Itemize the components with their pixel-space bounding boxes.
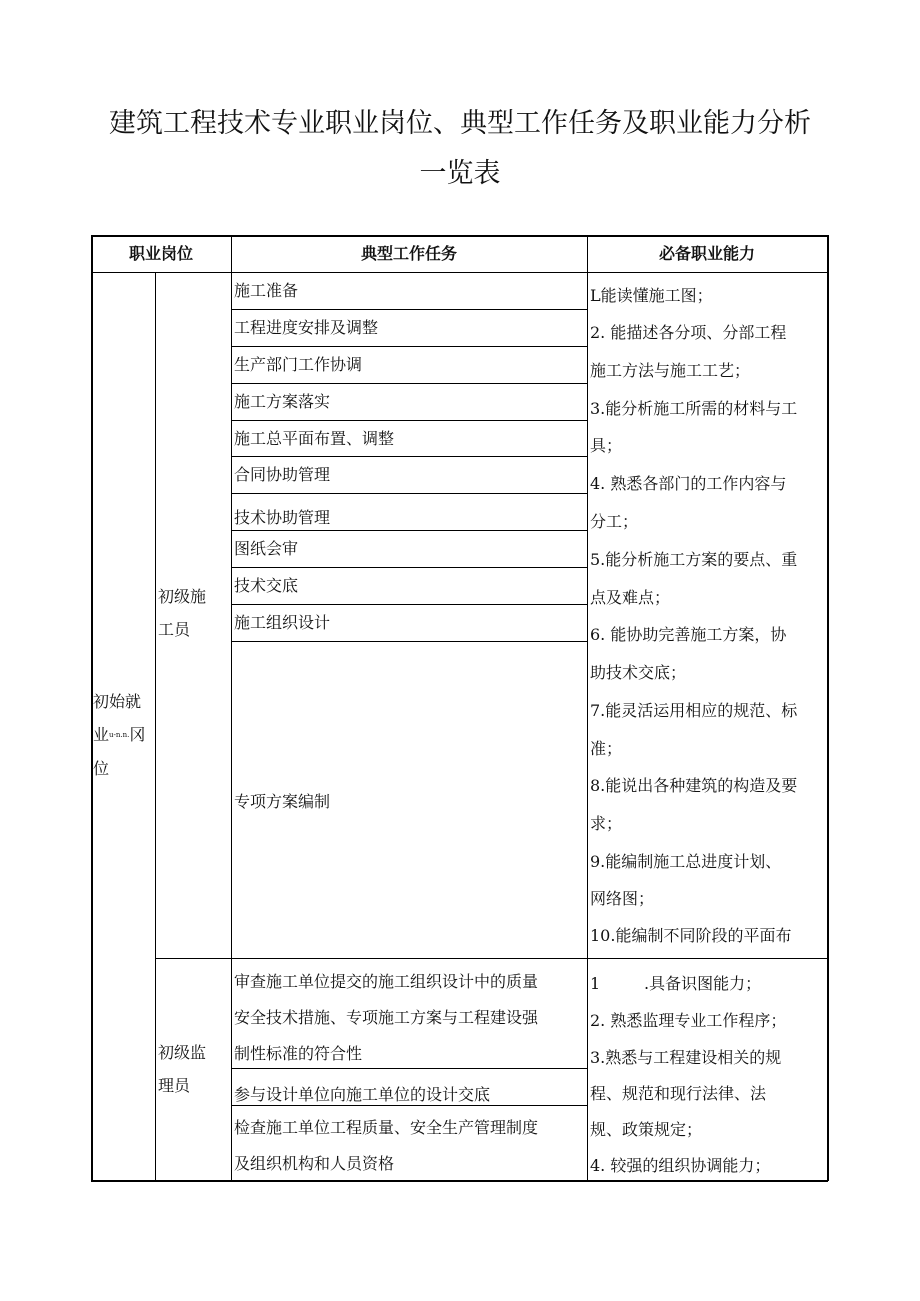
role-supervisor [158,1036,230,1102]
category-artifact-text: u-n.n. [109,731,130,739]
category-label [93,685,155,785]
ability-line: 准； [590,739,623,758]
role-constructor-line1: 初级施 [158,587,207,606]
ability-line: 4. 熟悉各部门的工作内容与 [590,474,787,493]
role-constructor-line2: 工员 [158,620,191,639]
task-item: 生产部门工作协调 [234,355,363,374]
supervisor-task-line: 安全技术措施、专项施工方案与工程建设强 [234,1008,539,1027]
category-line1: 初始就 [93,692,142,711]
ability-line: 7.能灵活运用相应的规范、标 [590,701,798,720]
supervisor-task-line: 参与设计单位向施工单位的设计交底 [234,1085,491,1104]
header-tasks: 典型工作任务 [360,244,457,263]
task-item: 技术协助管理 [234,508,331,527]
ability-line: 3.能分析施工所需的材料与工 [590,399,798,418]
supervisor-ability-line: .具备识图能力； [644,974,762,993]
task-item: 合同协助管理 [234,465,331,484]
task-item: 施工组织设计 [234,613,331,632]
document-title-line2: 一览表 [419,158,501,189]
supervisor-task-line: 及组织机构和人员资格 [234,1154,395,1173]
ability-line: 网络图； [590,889,655,908]
task-item: 专项方案编制 [234,792,331,811]
task-item: 施工准备 [234,281,299,300]
supervisor-ability-line: 3.熟悉与工程建设相关的规 [590,1048,782,1067]
task-item: 施工方案落实 [234,392,331,411]
header-abilities: 必备职业能力 [658,244,755,263]
ability-line: 8.能说出各种建筑的构造及要 [590,776,798,795]
role-supervisor-line2: 理员 [158,1076,191,1095]
category-text-ye: 业 [93,725,110,744]
column-divider-tasks [231,235,232,1181]
ability-line: 具； [590,436,623,455]
supervisor-ability-line: 规、政策规定； [590,1120,703,1139]
category-line3: 位 [93,759,110,778]
task-item: 施工总平面布置、调整 [234,429,395,448]
supervisor-task-line: 检查施工单位工程质量、安全生产管理制度 [234,1118,539,1137]
supervisor-task-line: 制性标准的符合性 [234,1044,363,1063]
role-supervisor-line1: 初级监 [158,1043,207,1062]
ability-line: 5.能分析施工方案的要点、重 [590,550,798,569]
ability-line: 施工方法与施工工艺； [590,361,751,380]
supervisor-ability-line: 程、规范和现行法律、法 [590,1084,767,1103]
column-divider-abilities [587,235,588,1181]
role-section-divider [155,958,828,959]
ability-line: 9.能编制施工总进度计划、 [590,852,782,871]
supervisor-task-line: 审查施工单位提交的施工组织设计中的质量 [234,972,539,991]
supervisor-ability-number: 1 [590,974,601,993]
ability-line: 6. 能协助完善施工方案，协 [590,625,787,644]
task-item: 技术交底 [234,576,299,595]
ability-line: 求； [590,814,623,833]
task-row-divider [231,493,587,494]
document-title-line1: 建筑工程技术专业职业岗位、典型工作任务及职业能力分析 [109,108,811,139]
ability-line: 分工； [590,512,639,531]
ability-line: 2. 能描述各分项、分部工程 [590,323,787,342]
category-text-gang: 冈 [129,725,146,744]
task-item: 图纸会审 [234,539,299,558]
table-border-right [827,235,829,1181]
header-divider [91,272,828,273]
ability-line: 10.能编制不同阶段的平面布 [590,926,792,945]
role-constructor [158,580,230,646]
category-line2 [93,718,155,752]
supervisor-ability-line: 2. 熟悉监理专业工作程序； [590,1011,787,1030]
task-row-divider [231,641,587,642]
column-divider-role [155,272,156,1181]
header-position: 职业岗位 [128,244,193,263]
ability-line: 点及难点； [590,588,671,607]
supervisor-ability-line: 4. 较强的组织协调能力； [590,1156,771,1175]
task-item: 工程进度安排及调整 [234,318,379,337]
ability-line: 助技术交底； [590,663,687,682]
ability-line: L能读懂施工图； [590,286,713,305]
